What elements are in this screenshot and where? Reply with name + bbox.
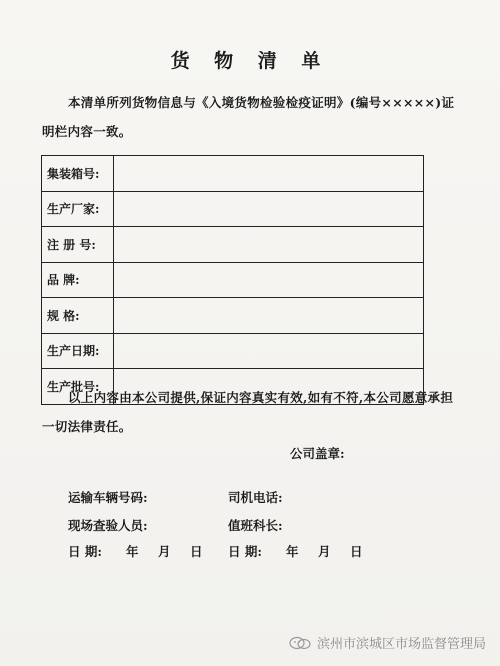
day-label: 日 (350, 544, 363, 559)
company-seal-label: 公司盖章: (290, 446, 345, 461)
declaration-paragraph: 以上内容由本公司提供,保证内容真实有效,如有不符,本公司愿意承担一切法律责任。 (42, 390, 454, 434)
date-field-left (68, 542, 203, 560)
label-registration-no: 注 册 号: (42, 227, 114, 263)
duty-section-chief-label: 值班科长: (228, 518, 283, 533)
table-row (42, 333, 424, 369)
month-label: 月 (318, 544, 331, 559)
label-manufacturer: 生产厂家: (42, 191, 114, 227)
table-row (42, 156, 424, 192)
table-row (42, 227, 424, 263)
label-production-date: 生产日期: (42, 333, 114, 369)
year-label: 年 (286, 544, 299, 559)
document-title: 货 物 清 单 (170, 50, 330, 72)
value-brand[interactable] (114, 262, 424, 298)
date-label: 日 期: (68, 544, 102, 559)
date-field-right (228, 542, 363, 560)
label-container-no: 集装箱号: (42, 156, 114, 192)
year-label: 年 (126, 544, 139, 559)
vehicle-number-label: 运输车辆号码: (68, 490, 148, 505)
label-spec: 规 格: (42, 298, 114, 334)
date-label: 日 期: (228, 544, 262, 559)
table-row (42, 298, 424, 334)
driver-phone-label: 司机电话: (228, 490, 283, 505)
month-label: 月 (158, 544, 171, 559)
intro-paragraph: 本清单所列货物信息与《入境货物检验检疫证明》(编号×××××)证明栏内容一致。 (42, 95, 455, 139)
value-production-date[interactable] (114, 333, 424, 369)
wechat-icon (289, 636, 311, 650)
label-batch-no: 生产批号: (42, 369, 114, 405)
value-manufacturer[interactable] (114, 191, 424, 227)
label-brand: 品 牌: (42, 262, 114, 298)
inspector-label: 现场查验人员: (68, 518, 148, 533)
value-spec[interactable] (114, 298, 424, 334)
source-watermark (289, 633, 486, 652)
table-row (42, 262, 424, 298)
goods-info-table (41, 155, 424, 405)
value-registration-no[interactable] (114, 227, 424, 263)
watermark-text: 滨州市滨城区市场监督管理局 (316, 637, 486, 652)
value-container-no[interactable] (114, 156, 424, 192)
table-row (42, 191, 424, 227)
day-label: 日 (190, 544, 203, 559)
